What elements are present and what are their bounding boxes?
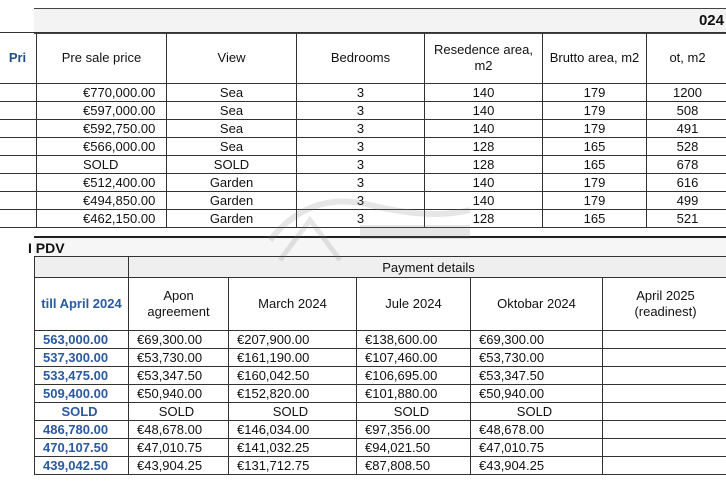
header-march-2024: March 2024 <box>229 278 357 331</box>
cell-apon-agreement: €53,347.50 <box>129 367 229 385</box>
cell-till-april: 537,300.00 <box>35 349 129 367</box>
table-row <box>35 439 726 457</box>
cell-lot-area: 508 <box>647 102 726 120</box>
table-row <box>0 210 726 228</box>
cell-lot-area: 1200 <box>647 84 726 102</box>
cell-jule-2024: €107,460.00 <box>357 349 471 367</box>
header-bedrooms: Bedrooms <box>297 33 425 84</box>
cell-oktobar-2024: SOLD <box>471 403 603 421</box>
cell-april-2025 <box>603 385 726 403</box>
cell-march-2024: SOLD <box>229 403 357 421</box>
header-till-april: till April 2024 <box>35 278 129 331</box>
table-row <box>35 421 726 439</box>
table-row <box>0 120 726 138</box>
table-row <box>0 138 726 156</box>
payment-section-row <box>35 257 726 278</box>
header-lot-area: ot, m2 <box>647 33 726 84</box>
table-row <box>35 403 726 421</box>
cell-jule-2024: €138,600.00 <box>357 331 471 349</box>
cell-till-april: 563,000.00 <box>35 331 129 349</box>
header-apon-agreement: Apon agreement <box>129 278 229 331</box>
cell-bedrooms: 3 <box>297 138 425 156</box>
cell-jule-2024: €97,356.00 <box>357 421 471 439</box>
cell-view: Garden <box>167 192 297 210</box>
year-header-strip <box>34 8 726 34</box>
availability-table <box>0 32 726 228</box>
table-row <box>35 331 726 349</box>
cell-lot-area: 499 <box>647 192 726 210</box>
cell-presale-price: €566,000.00 <box>37 138 167 156</box>
cell-march-2024: €141,032.25 <box>229 439 357 457</box>
cell-price-fragment <box>0 120 37 138</box>
table-row <box>0 192 726 210</box>
cell-price-fragment <box>0 102 37 120</box>
cell-price-fragment <box>0 174 37 192</box>
cell-presale-price: €597,000.00 <box>37 102 167 120</box>
cell-till-april: 470,107.50 <box>35 439 129 457</box>
cell-price-fragment <box>0 192 37 210</box>
cell-jule-2024: €101,880.00 <box>357 385 471 403</box>
cell-price-fragment <box>0 210 37 228</box>
cell-apon-agreement: €43,904.25 <box>129 457 229 475</box>
cell-brutto-area: 179 <box>543 102 647 120</box>
cell-brutto-area: 179 <box>543 84 647 102</box>
cell-apon-agreement: €69,300.00 <box>129 331 229 349</box>
cell-till-april: 439,042.50 <box>35 457 129 475</box>
cell-bedrooms: 3 <box>297 156 425 174</box>
header-presale-price: Pre sale price <box>37 33 167 84</box>
cell-residence-area: 140 <box>425 192 543 210</box>
year-fragment: 024 <box>698 12 724 29</box>
cell-apon-agreement: €48,678.00 <box>129 421 229 439</box>
cell-residence-area: 140 <box>425 102 543 120</box>
cell-brutto-area: 179 <box>543 120 647 138</box>
cell-oktobar-2024: €50,940.00 <box>471 385 603 403</box>
cell-lot-area: 521 <box>647 210 726 228</box>
cell-bedrooms: 3 <box>297 102 425 120</box>
cell-residence-area: 128 <box>425 210 543 228</box>
cell-jule-2024: €94,021.50 <box>357 439 471 457</box>
cell-april-2025 <box>603 457 726 475</box>
cell-jule-2024: €106,695.00 <box>357 367 471 385</box>
payment-table <box>34 256 726 475</box>
cell-view: Sea <box>167 120 297 138</box>
cell-presale-price: €462,150.00 <box>37 210 167 228</box>
cell-oktobar-2024: €53,347.50 <box>471 367 603 385</box>
cell-bedrooms: 3 <box>297 120 425 138</box>
cell-april-2025 <box>603 331 726 349</box>
cell-view: Sea <box>167 138 297 156</box>
cell-presale-price: SOLD <box>37 156 167 174</box>
header-oktobar-2024: Oktobar 2024 <box>471 278 603 331</box>
cell-jule-2024: €87,808.50 <box>357 457 471 475</box>
cell-oktobar-2024: €48,678.00 <box>471 421 603 439</box>
cell-brutto-area: 179 <box>543 192 647 210</box>
header-residence-area: Resedence area, m2 <box>425 33 543 84</box>
cell-march-2024: €131,712.75 <box>229 457 357 475</box>
cell-bedrooms: 3 <box>297 84 425 102</box>
header-april-2025: April 2025 (readinest) <box>603 278 726 331</box>
cell-april-2025 <box>603 403 726 421</box>
cell-brutto-area: 165 <box>543 210 647 228</box>
availability-header-row <box>0 33 726 84</box>
cell-price-fragment <box>0 156 37 174</box>
cell-till-april: 486,780.00 <box>35 421 129 439</box>
payment-section-title: Payment details <box>129 257 726 278</box>
cell-oktobar-2024: €47,010.75 <box>471 439 603 457</box>
cell-lot-area: 616 <box>647 174 726 192</box>
table-row <box>0 102 726 120</box>
table-row <box>35 385 726 403</box>
header-brutto-area: Brutto area, m2 <box>543 33 647 84</box>
cell-till-april: 533,475.00 <box>35 367 129 385</box>
cell-view: Garden <box>167 174 297 192</box>
cell-apon-agreement: €47,010.75 <box>129 439 229 457</box>
cell-brutto-area: 165 <box>543 156 647 174</box>
cell-brutto-area: 165 <box>543 138 647 156</box>
cell-lot-area: 528 <box>647 138 726 156</box>
cell-till-april: 509,400.00 <box>35 385 129 403</box>
cell-april-2025 <box>603 349 726 367</box>
pdv-strip <box>28 236 726 258</box>
cell-lot-area: 678 <box>647 156 726 174</box>
cell-till-april: SOLD <box>35 403 129 421</box>
cell-march-2024: €161,190.00 <box>229 349 357 367</box>
cell-oktobar-2024: €53,730.00 <box>471 349 603 367</box>
cell-brutto-area: 179 <box>543 174 647 192</box>
cell-apon-agreement: SOLD <box>129 403 229 421</box>
cell-march-2024: €146,034.00 <box>229 421 357 439</box>
cell-view: Sea <box>167 102 297 120</box>
cell-residence-area: 140 <box>425 84 543 102</box>
cell-presale-price: €770,000.00 <box>37 84 167 102</box>
cell-residence-area: 128 <box>425 156 543 174</box>
table-row <box>35 457 726 475</box>
cell-oktobar-2024: €43,904.25 <box>471 457 603 475</box>
cell-presale-price: €592,750.00 <box>37 120 167 138</box>
cell-view: Garden <box>167 210 297 228</box>
cell-march-2024: €160,042.50 <box>229 367 357 385</box>
cell-apon-agreement: €53,730.00 <box>129 349 229 367</box>
cell-jule-2024: SOLD <box>357 403 471 421</box>
cell-apon-agreement: €50,940.00 <box>129 385 229 403</box>
table-row <box>35 367 726 385</box>
cell-price-fragment <box>0 138 37 156</box>
header-price-fragment: Pri <box>0 33 37 84</box>
cell-presale-price: €494,850.00 <box>37 192 167 210</box>
cell-march-2024: €207,900.00 <box>229 331 357 349</box>
cell-bedrooms: 3 <box>297 174 425 192</box>
cell-march-2024: €152,820.00 <box>229 385 357 403</box>
pdv-label: I PDV <box>28 240 65 256</box>
cell-lot-area: 491 <box>647 120 726 138</box>
cell-presale-price: €512,400.00 <box>37 174 167 192</box>
cell-view: SOLD <box>167 156 297 174</box>
cell-price-fragment <box>0 84 37 102</box>
cell-oktobar-2024: €69,300.00 <box>471 331 603 349</box>
header-view: View <box>167 33 297 84</box>
cell-residence-area: 140 <box>425 120 543 138</box>
cell-april-2025 <box>603 367 726 385</box>
table-row <box>35 349 726 367</box>
payment-section-spacer <box>35 257 129 278</box>
header-jule-2024: Jule 2024 <box>357 278 471 331</box>
cell-view: Sea <box>167 84 297 102</box>
cell-bedrooms: 3 <box>297 192 425 210</box>
table-row <box>0 84 726 102</box>
cell-bedrooms: 3 <box>297 210 425 228</box>
table-row <box>0 156 726 174</box>
cell-april-2025 <box>603 421 726 439</box>
cell-april-2025 <box>603 439 726 457</box>
cell-residence-area: 140 <box>425 174 543 192</box>
payment-header-row <box>35 278 726 331</box>
table-row <box>0 174 726 192</box>
cell-residence-area: 128 <box>425 138 543 156</box>
